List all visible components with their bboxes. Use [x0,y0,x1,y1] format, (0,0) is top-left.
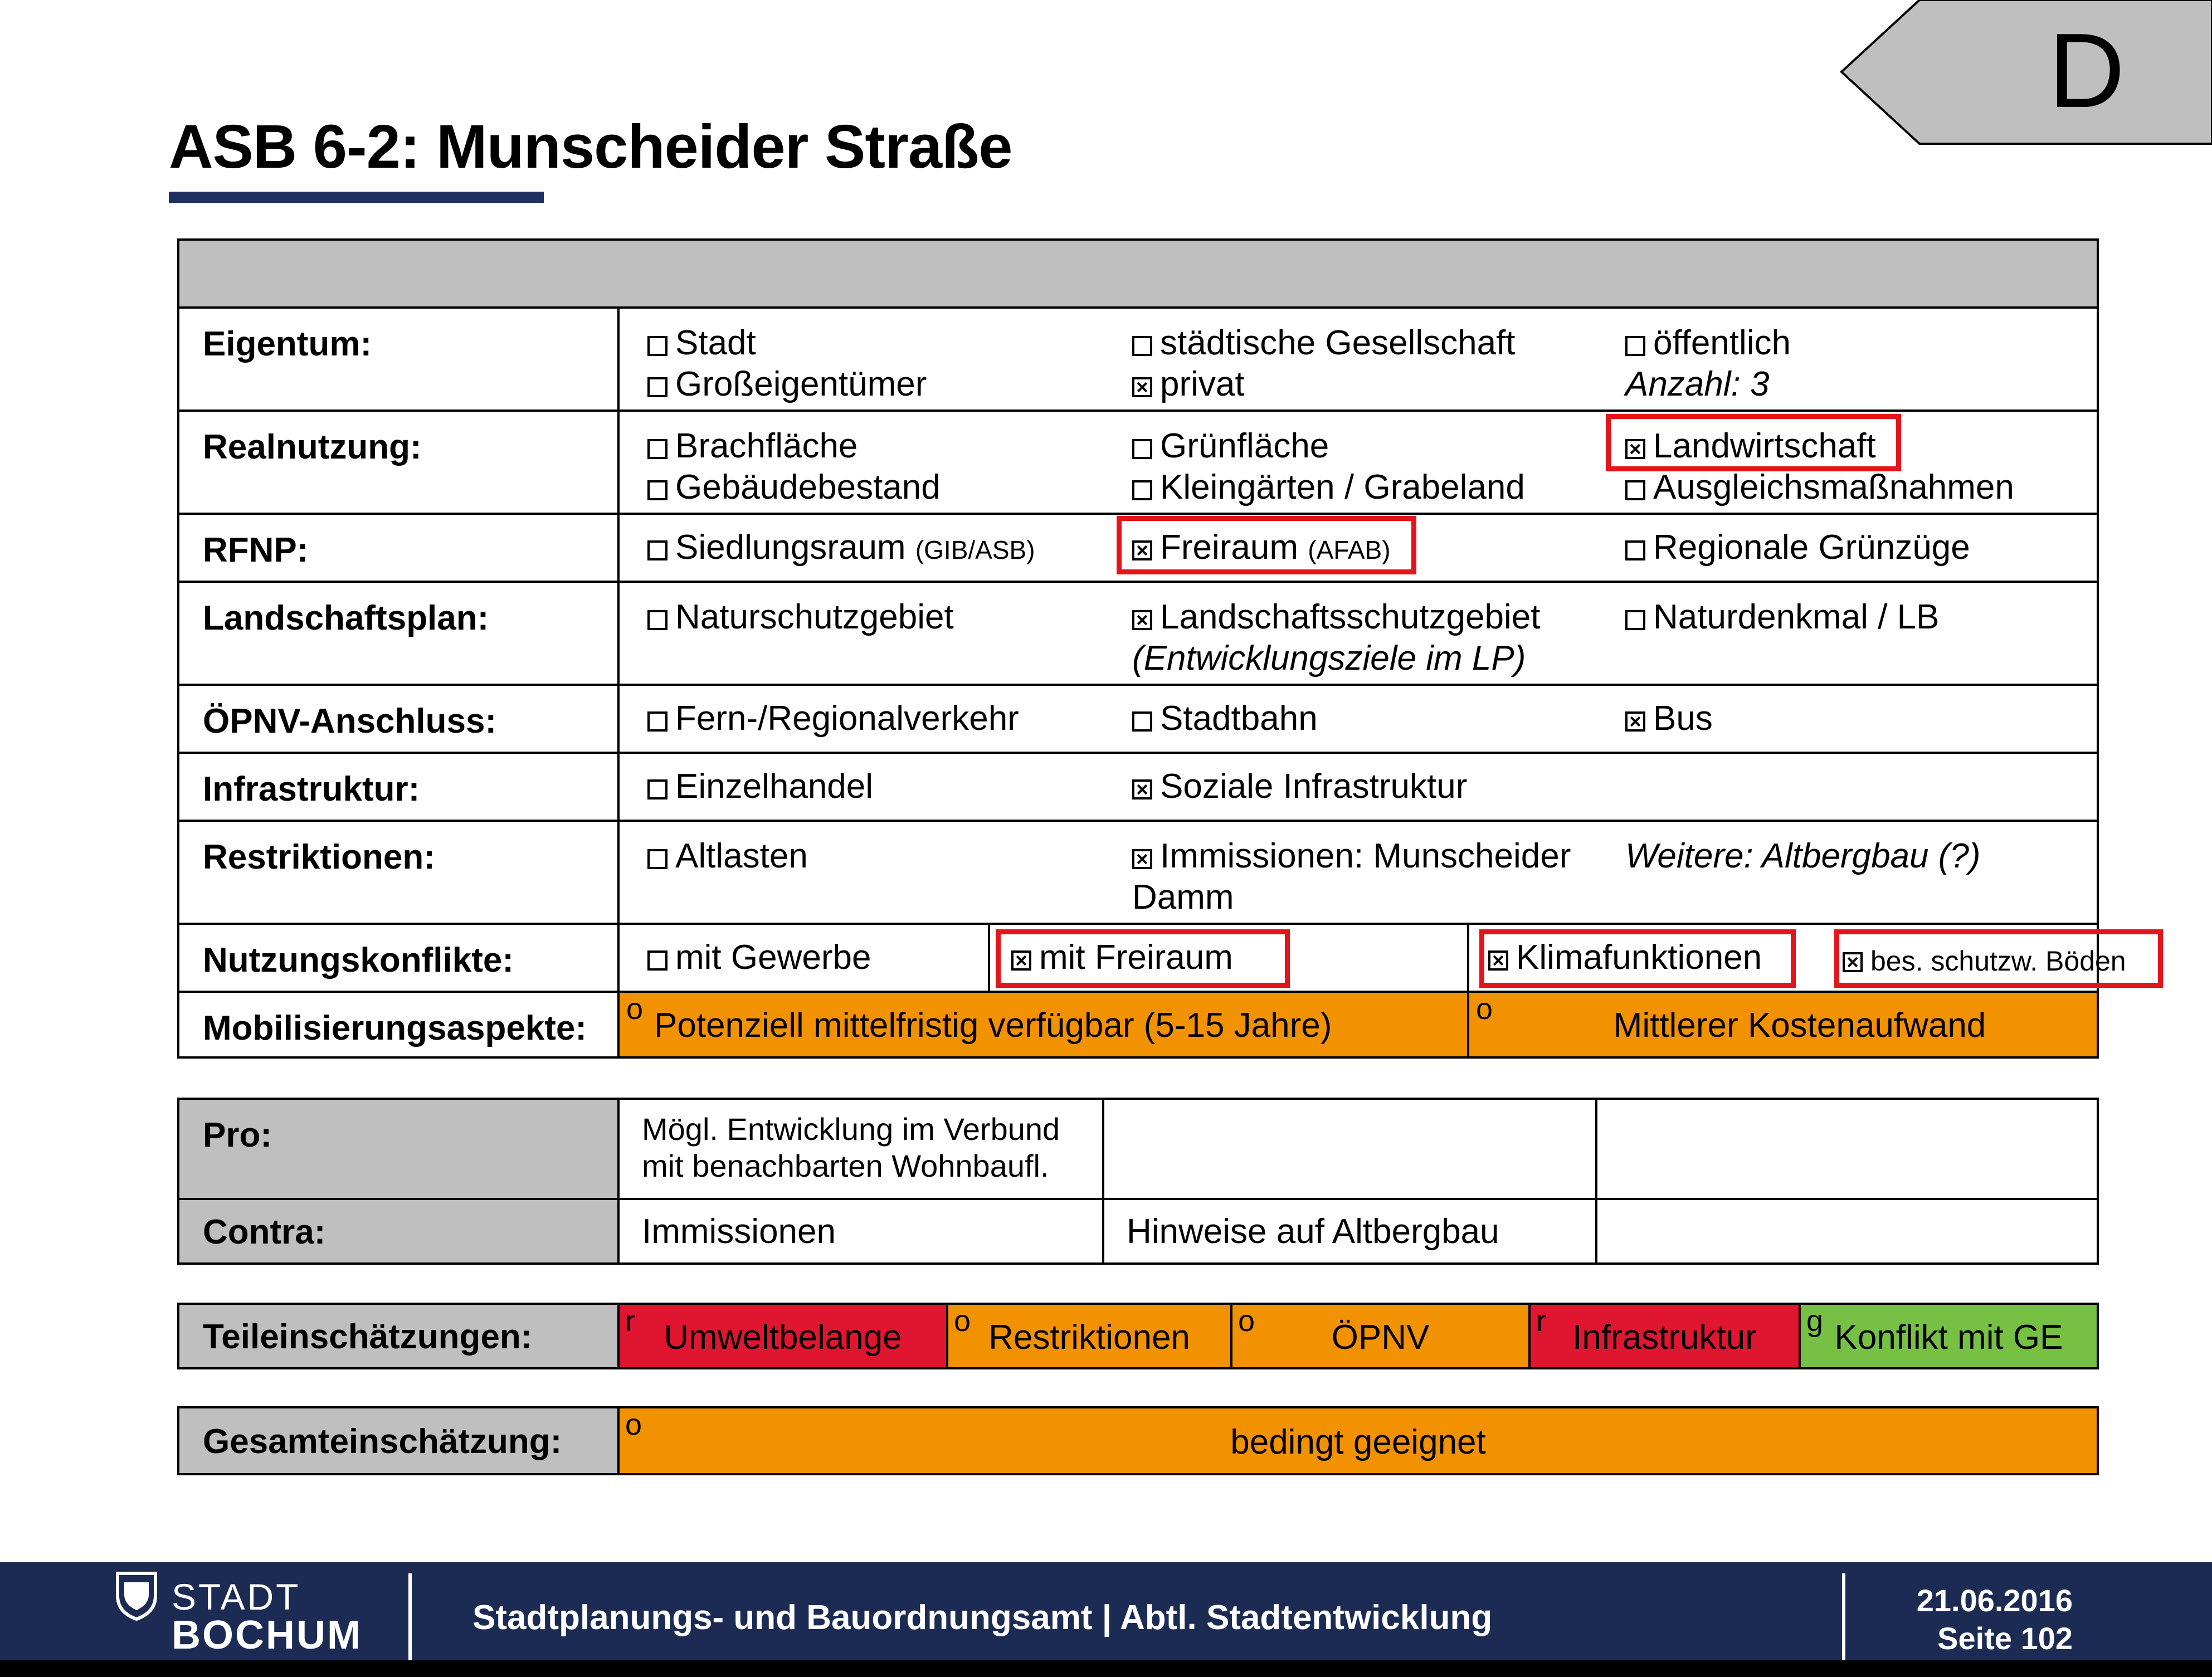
checkbox-mit-freiraum[interactable]: mit Freiraum [1011,937,1233,978]
header-row [178,240,2098,308]
checkbox-empty-icon [647,377,668,397]
row-label: Realnutzung: [178,411,618,514]
pro-text-2: mit benachbarten Wohnbaufl. [642,1148,1049,1183]
checkbox-checked-icon [1132,610,1152,630]
checkbox-empty-icon [647,540,668,560]
checkbox-altlasten[interactable]: Altlasten [647,836,808,877]
row-rfnp [178,514,2098,582]
row-restriktionen [178,821,2098,924]
checkbox-fern-regionalverkehr[interactable]: Fern-/Regionalverkehr [647,698,1019,739]
entwicklungsziele-text: (Entwicklungsziele im LP) [1132,639,1526,677]
checkbox-siedlungsraum[interactable]: Siedlungsraum (GIB/ASB) [647,527,1035,571]
footer-bar [0,1562,2212,1660]
checkbox-gruenflaeche[interactable]: Grünfläche [1132,426,1329,467]
row-landschaftsplan [178,582,2098,685]
row-realnutzung [178,411,2098,514]
rating-konflikt-ge: g Konflikt mit GE [1800,1304,2098,1368]
footer-bottom-strip [0,1660,2212,1677]
checkbox-empty-icon [647,711,668,732]
contra-label: Contra: [178,1199,618,1264]
footer-date: 21.06.2016 [1916,1583,2073,1618]
row-label: Restriktionen: [178,821,618,924]
checkbox-regionale-gruenzuege[interactable]: Regionale Grünzüge [1625,527,1970,568]
checkbox-empty-icon [647,779,668,800]
checkbox-gebaeudebestand[interactable]: Gebäudebestand [647,467,941,508]
checkbox-empty-icon [647,480,668,500]
section-letter-tab [1841,0,2212,144]
mobilisierung-kosten: o Mittlerer Kostenaufwand [1468,992,2098,1057]
checkbox-soziale-infrastruktur[interactable]: Soziale Infrastruktur [1132,766,1467,807]
row-eigentum [178,308,2098,411]
row-label: Landschaftsplan: [178,582,618,685]
logo-text-bochum: BOCHUM [172,1613,362,1658]
checkbox-oeffentlich[interactable]: öffentlich [1625,323,1791,364]
row-label: Mobilisierungsaspekte: [178,992,618,1057]
checkbox-stadtbahn[interactable]: Stadtbahn [1132,698,1318,739]
checkbox-checked-icon [1132,779,1152,800]
row-gesamteinschaetzung [178,1407,2098,1474]
teileinschaetzungen-label: Teileinschätzungen: [178,1304,618,1368]
checkbox-landwirtschaft[interactable]: Landwirtschaft [1625,426,1876,467]
footer-department: Stadtplanungs- und Bauordnungsamt | Abtl. Stadtentwicklung [472,1598,1493,1637]
checkbox-checked-icon [1625,711,1645,732]
contra-text-1: Immissionen [642,1212,836,1251]
checkbox-mit-gewerbe[interactable]: mit Gewerbe [647,937,871,978]
checkbox-naturschutzgebiet[interactable]: Naturschutzgebiet [647,597,954,638]
checkbox-bus[interactable]: Bus [1625,698,1713,739]
checkbox-empty-icon [1625,610,1645,630]
checkbox-naturdenkmal[interactable]: Naturdenkmal / LB [1625,597,1939,638]
checkbox-klimafunktionen[interactable]: Klimafunktionen [1488,937,1762,978]
checkbox-immissionen[interactable]: Immissionen: Munscheider [1132,836,1571,877]
checkbox-empty-icon [1625,480,1645,500]
row-nutzungskonflikte [178,924,2098,992]
row-mobilisierung [178,992,2098,1057]
property-table [177,238,2126,1059]
checkbox-brachflaeche[interactable]: Brachfläche [647,426,857,467]
checkbox-stadt[interactable]: Stadt [647,323,756,364]
anzahl-text: Anzahl: 3 [1625,365,1770,403]
highlight-klimafunktionen [1479,929,1796,988]
checkbox-empty-icon [1132,439,1152,459]
teileinschaetzungen-table [177,1303,2099,1369]
checkbox-empty-icon [1625,540,1645,560]
highlight-landwirtschaft [1606,414,1901,471]
checkbox-grosseigentuemer[interactable]: Großeigentümer [647,364,927,405]
checkbox-empty-icon [647,336,668,356]
checkbox-empty-icon [1132,336,1152,356]
footer-divider [1842,1573,1845,1660]
rating-oepnv: o ÖPNV [1231,1304,1529,1368]
checkbox-checked-icon [1132,849,1152,869]
highlight-freiraum [1117,516,1416,574]
checkbox-checked-icon [1132,377,1152,397]
rating-infrastruktur: r Infrastruktur [1529,1304,1800,1368]
page-title: ASB 6-2: Munscheider Straße [169,113,1012,181]
checkbox-staedtische-gesellschaft[interactable]: städtische Gesellschaft [1132,323,1516,364]
section-letter: D [2048,12,2125,130]
checkbox-empty-icon [647,439,668,459]
pro-label: Pro: [178,1099,618,1199]
bochum-shield-icon [114,1571,159,1620]
row-label: RFNP: [178,514,618,582]
checkbox-empty-icon [647,849,668,869]
checkbox-einzelhandel[interactable]: Einzelhandel [647,766,873,807]
checkbox-bes-schutzw-boeden[interactable]: bes. schutzw. Böden [1843,940,2126,982]
checkbox-privat[interactable]: privat [1132,364,1245,405]
checkbox-empty-icon [647,610,668,630]
checkbox-empty-icon [1625,336,1645,356]
weitere-text: Weitere: Altbergbau (?) [1625,837,1981,875]
checkbox-landschaftsschutzgebiet[interactable]: Landschaftsschutzgebiet [1132,597,1540,638]
checkbox-freiraum[interactable]: Freiraum (AFAB) [1132,527,1391,571]
immissionen-cont: Damm [1132,878,1234,916]
logo-text-stadt: STADT [172,1576,301,1617]
row-contra [178,1199,2098,1264]
contra-text-2: Hinweise auf Altbergbau [1127,1212,1499,1251]
footer-page-number: Seite 102 [1937,1621,2073,1656]
gesamteinschaetzung-table [177,1406,2099,1475]
footer-divider [408,1573,412,1660]
checkbox-ausgleichsmassnahmen[interactable]: Ausgleichsmaßnahmen [1625,467,2014,508]
gesamteinschaetzung-label: Gesamteinschätzung: [178,1407,618,1474]
row-infrastruktur [178,753,2098,821]
pro-text-1: Mögl. Entwicklung im Verbund [642,1112,1060,1147]
rating-restriktionen: o Restriktionen [947,1304,1231,1368]
row-label: Infrastruktur: [178,753,618,821]
row-teileinschaetzungen [178,1304,2098,1368]
highlight-bes-schutzw-boeden [1834,929,2163,988]
gesamt-rating: o bedingt geeignet [618,1407,2098,1474]
checkbox-kleingaerten[interactable]: Kleingärten / Grabeland [1132,467,1525,508]
highlight-mit-freiraum [996,929,1290,988]
mobilisierung-verfuegbarkeit: o Potenziell mittelfristig verfügbar (5-15 Jahre) [618,992,1468,1057]
procontra-table [177,1098,2099,1265]
rating-umweltbelange: r Umweltbelange [618,1304,947,1368]
row-label: Nutzungskonflikte: [178,924,618,992]
row-pro [178,1099,2098,1199]
row-label: ÖPNV-Anschluss: [178,685,618,753]
title-underline [169,192,544,203]
checkbox-empty-icon [1132,711,1152,732]
checkbox-empty-icon [647,950,668,971]
row-oepnv [178,685,2098,753]
checkbox-empty-icon [1132,480,1152,500]
row-label: Eigentum: [178,308,618,411]
